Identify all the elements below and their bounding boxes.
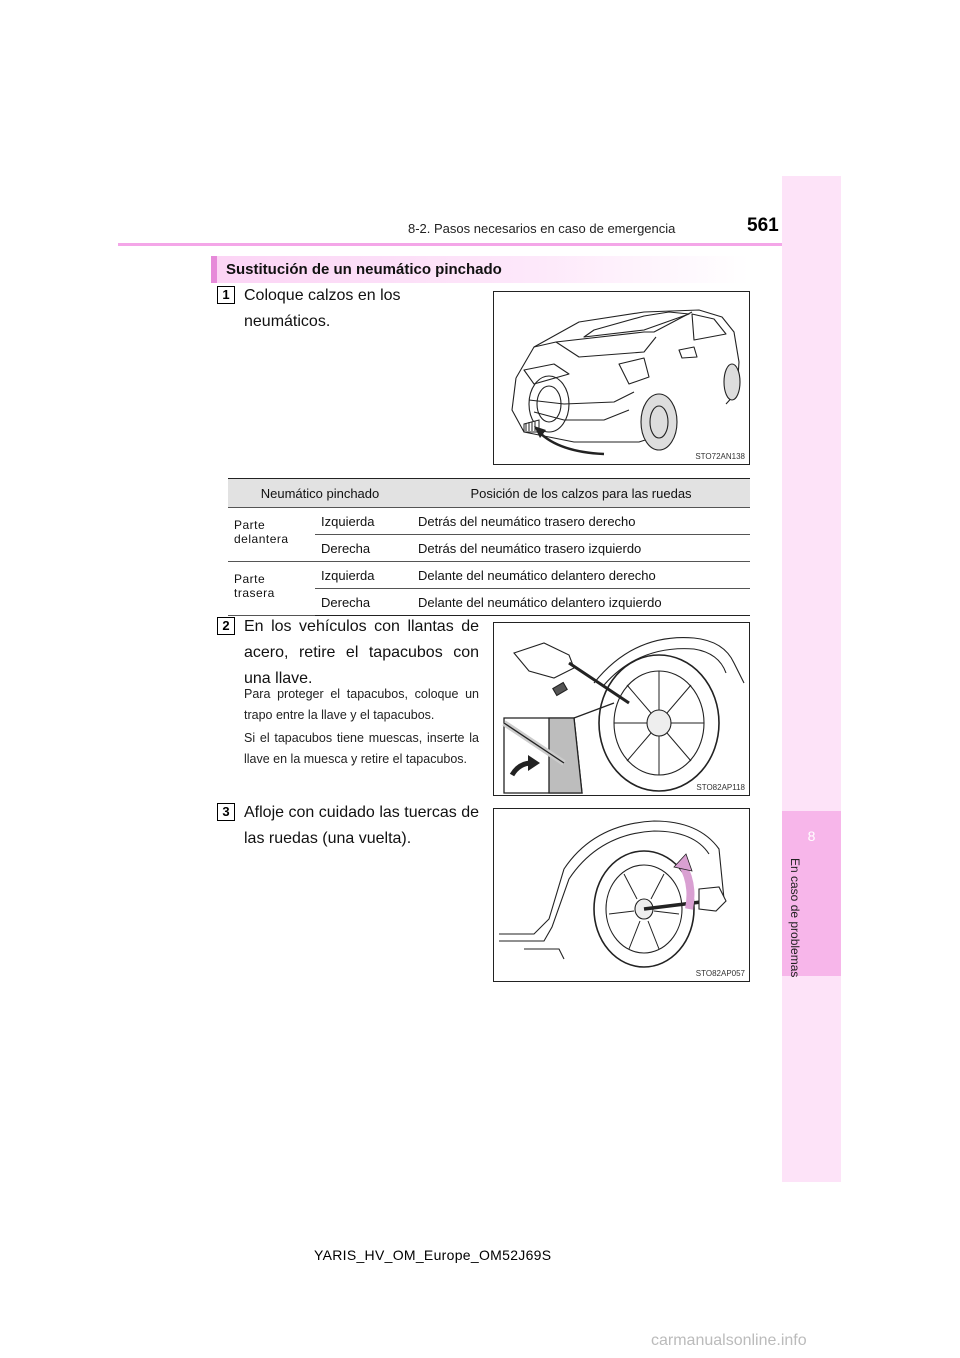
step-1-text: Coloque calzos en los neumáticos. <box>244 287 401 330</box>
step-3-badge: 3 <box>217 803 235 821</box>
step-2-note-1: Para proteger el tapacubos, coloque un trapo entre la llave y el tapacubos. <box>244 687 479 722</box>
table-cell-side: Derecha <box>315 589 412 616</box>
watermark[interactable]: carmanualsonline.info <box>651 1332 807 1349</box>
figure-remove-hubcap <box>493 622 750 796</box>
chapter-side-tab <box>782 176 841 1182</box>
header-rule <box>118 243 841 246</box>
table-group-label: Parte delantera <box>228 508 315 562</box>
table-cell-side: Derecha <box>315 535 412 562</box>
step-1-badge: 1 <box>217 286 235 304</box>
table-row <box>228 508 750 535</box>
table-header-chock-position: Posición de los calzos para las ruedas <box>412 479 750 508</box>
step-2-badge: 2 <box>217 617 235 635</box>
figure-car-wheel-chocks <box>493 291 750 465</box>
step-3-text: Afloje con cuidado las tuercas de las ruedas (una vuelta). <box>244 804 479 847</box>
table-cell-position: Detrás del neumático trasero derecho <box>412 508 750 535</box>
document-code: YARIS_HV_OM_Europe_OM52J69S <box>314 1247 552 1263</box>
car-wheel-chocks-illustration <box>494 292 748 463</box>
page-number: 561 <box>747 215 779 236</box>
table-group-label: Parte trasera <box>228 562 315 616</box>
arrow-head-icon <box>674 854 692 871</box>
table-row <box>228 562 750 589</box>
table-cell-position: Delante del neumático delantero izquierdo <box>412 589 750 616</box>
table-cell-position: Detrás del neumático trasero izquierdo <box>412 535 750 562</box>
table-header-flat-tire: Neumático pinchado <box>228 479 412 508</box>
figure-code: STO72AN138 <box>695 452 745 461</box>
wheel-chock-table <box>228 478 750 616</box>
figure-code: STO82AP057 <box>695 969 745 978</box>
chapter-number: 8 <box>807 828 816 844</box>
figure-loosen-nuts <box>493 808 750 982</box>
step-2-text: En los vehículos con llantas de acero, retire el tapacubos con una llave. <box>244 618 479 687</box>
table-cell-side: Izquierda <box>315 562 412 589</box>
section-heading-marker <box>211 256 217 283</box>
step-2-note-2: Si el tapacubos tiene muescas, inserte la llave en la muesca y retire el tapacubos. <box>244 731 479 766</box>
section-heading: Sustitución de un neumático pinchado <box>226 261 502 278</box>
chapter-title: En caso de problemas <box>788 858 802 978</box>
table-cell-side: Izquierda <box>315 508 412 535</box>
figure-code: STO82AP118 <box>696 783 745 792</box>
arrow-icon <box>539 432 604 454</box>
remove-hubcap-illustration <box>494 623 748 794</box>
loosen-nuts-illustration <box>494 809 748 980</box>
section-label: 8-2. Pasos necesarios en caso de emergencia <box>408 221 676 236</box>
table-cell-position: Delante del neumático delantero derecho <box>412 562 750 589</box>
